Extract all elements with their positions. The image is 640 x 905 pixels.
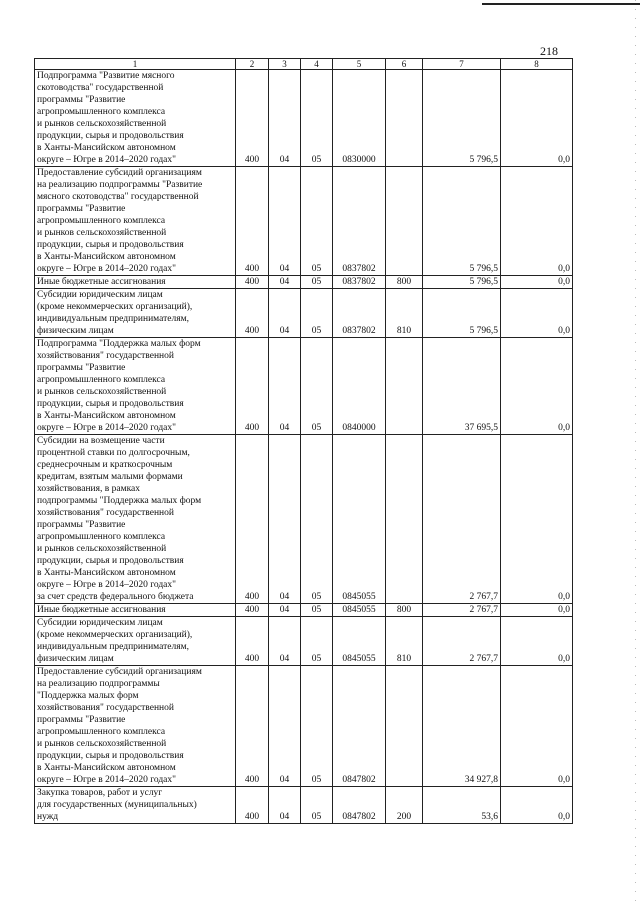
row-name-cell: Иные бюджетные ассигнования [35,276,236,289]
row-value-cell: 2 767,7 [423,435,501,604]
row-value-cell: 400 [236,604,269,617]
row-name-cell: Субсидии юридическим лицам (кроме некоммерческих организаций), индивидуальным предпринимателям, физическим лицам [35,617,236,666]
row-value-cell: 04 [269,167,301,276]
row-value-cell: 400 [236,338,269,435]
row-value-cell: 05 [301,617,333,666]
row-value-cell: 200 [386,787,423,824]
row-name-cell: Субсидии юридическим лицам (кроме некоммерческих организаций), индивидуальным предпринимателям, физическим лицам [35,289,236,338]
row-value-cell: 0,0 [501,276,573,289]
row-value-cell: 05 [301,276,333,289]
row-name-cell: Предоставление субсидий организациям на реализацию подпрограммы "Поддержка малых форм хозяйствования" государственной программы "Развитие агропромышленного комплекса и рынков сельскохозяйственной продукции, сырья и продовольствия в Ханты-Мансийском автономном округе – Югре в 2014–2020 годах" [35,666,236,787]
row-value-cell: 0837802 [333,276,386,289]
row-value-cell: 810 [386,289,423,338]
row-value-cell: 0,0 [501,617,573,666]
row-value-cell: 05 [301,787,333,824]
row-value-cell: 0840000 [333,338,386,435]
row-value-cell: 0830000 [333,70,386,167]
table-row [35,604,573,617]
row-value-cell [386,167,423,276]
row-value-cell: 0837802 [333,289,386,338]
row-value-cell: 2 767,7 [423,617,501,666]
row-value-cell: 810 [386,617,423,666]
row-name-cell: Подпрограмма "Поддержка малых форм хозяйствования" государственной программы "Развитие агропромышленного комплекса и рынков сельскохозяйственной продукции, сырья и продовольствия в Ханты-Мансийском автономном округе – Югре в 2014–2020 годах" [35,338,236,435]
row-name-cell: Предоставление субсидий организациям на реализацию подпрограммы "Развитие мясного скотоводства" государственной программы "Развитие агропромышленного комплекса и рынков сельскохозяйственной продукции, сырья и продовольствия в Ханты-Мансийском автономном округе – Югре в 2014–2020 годах" [35,167,236,276]
row-value-cell: 04 [269,289,301,338]
row-value-cell: 5 796,5 [423,70,501,167]
row-value-cell [386,70,423,167]
row-value-cell: 05 [301,604,333,617]
row-value-cell: 5 796,5 [423,276,501,289]
row-value-cell: 04 [269,666,301,787]
budget-table [34,58,573,824]
row-value-cell: 400 [236,276,269,289]
row-value-cell: 5 796,5 [423,289,501,338]
row-value-cell [386,435,423,604]
row-value-cell: 0,0 [501,435,573,604]
table-row [35,70,573,167]
header-cell: 3 [269,59,301,70]
row-value-cell: 0,0 [501,604,573,617]
row-value-cell: 04 [269,276,301,289]
table-row [35,617,573,666]
header-cell: 6 [386,59,423,70]
row-value-cell: 04 [269,435,301,604]
header-cell: 2 [236,59,269,70]
row-value-cell: 800 [386,276,423,289]
row-value-cell: 400 [236,787,269,824]
row-value-cell: 04 [269,617,301,666]
table-row [35,435,573,604]
row-value-cell [386,666,423,787]
row-value-cell: 0,0 [501,70,573,167]
row-value-cell: 05 [301,289,333,338]
row-value-cell: 0845055 [333,604,386,617]
table-row [35,338,573,435]
row-value-cell: 05 [301,435,333,604]
row-value-cell: 0837802 [333,167,386,276]
scan-edge-marks [635,0,636,905]
header-cell: 8 [501,59,573,70]
row-value-cell: 04 [269,338,301,435]
row-name-cell: Иные бюджетные ассигнования [35,604,236,617]
row-value-cell: 400 [236,666,269,787]
top-rule [482,3,640,5]
row-value-cell: 800 [386,604,423,617]
page-number: 218 [540,44,558,58]
row-value-cell: 0845055 [333,435,386,604]
table-row [35,787,573,824]
row-value-cell: 400 [236,167,269,276]
row-value-cell: 05 [301,167,333,276]
row-value-cell: 0,0 [501,167,573,276]
row-value-cell: 0,0 [501,289,573,338]
row-value-cell: 05 [301,338,333,435]
row-value-cell: 04 [269,604,301,617]
row-value-cell: 0,0 [501,338,573,435]
table-row [35,289,573,338]
header-cell: 1 [35,59,236,70]
row-name-cell: Подпрограмма "Развитие мясного скотоводства" государственной программы "Развитие агропромышленного комплекса и рынков сельскохозяйственной продукции, сырья и продовольствия в Ханты-Мансийском автономном округе – Югре в 2014–2020 годах" [35,70,236,167]
row-name-cell: Закупка товаров, работ и услуг для государственных (муниципальных) нужд [35,787,236,824]
row-value-cell: 04 [269,787,301,824]
row-value-cell: 37 695,5 [423,338,501,435]
row-value-cell: 0847802 [333,666,386,787]
table-row [35,276,573,289]
row-value-cell: 400 [236,289,269,338]
row-value-cell: 04 [269,70,301,167]
row-value-cell: 53,6 [423,787,501,824]
row-value-cell: 400 [236,435,269,604]
row-value-cell: 0847802 [333,787,386,824]
row-value-cell: 0,0 [501,787,573,824]
table-row [35,167,573,276]
row-value-cell: 0,0 [501,666,573,787]
header-cell: 5 [333,59,386,70]
row-value-cell: 05 [301,666,333,787]
row-value-cell: 5 796,5 [423,167,501,276]
row-name-cell: Субсидии на возмещение части процентной ставки по долгосрочным, среднесрочным и краткосрочным кредитам, взятым малыми формами хозяйствования, в рамках подпрограммы "Поддержка малых форм хозяйствования" государственной программы "Развитие агропромышленного комплекса и рынков сельскохозяйственной продукции, сырья и продовольствия в Ханты-Мансийском автономном округе – Югре в 2014–2020 годах" за счет средств федерального бюджета [35,435,236,604]
row-value-cell: 400 [236,70,269,167]
row-value-cell: 400 [236,617,269,666]
table-row [35,666,573,787]
row-value-cell: 2 767,7 [423,604,501,617]
row-value-cell: 05 [301,70,333,167]
header-cell: 7 [423,59,501,70]
header-cell: 4 [301,59,333,70]
table-header-row [35,59,573,70]
row-value-cell: 34 927,8 [423,666,501,787]
row-value-cell [386,338,423,435]
row-value-cell: 0845055 [333,617,386,666]
